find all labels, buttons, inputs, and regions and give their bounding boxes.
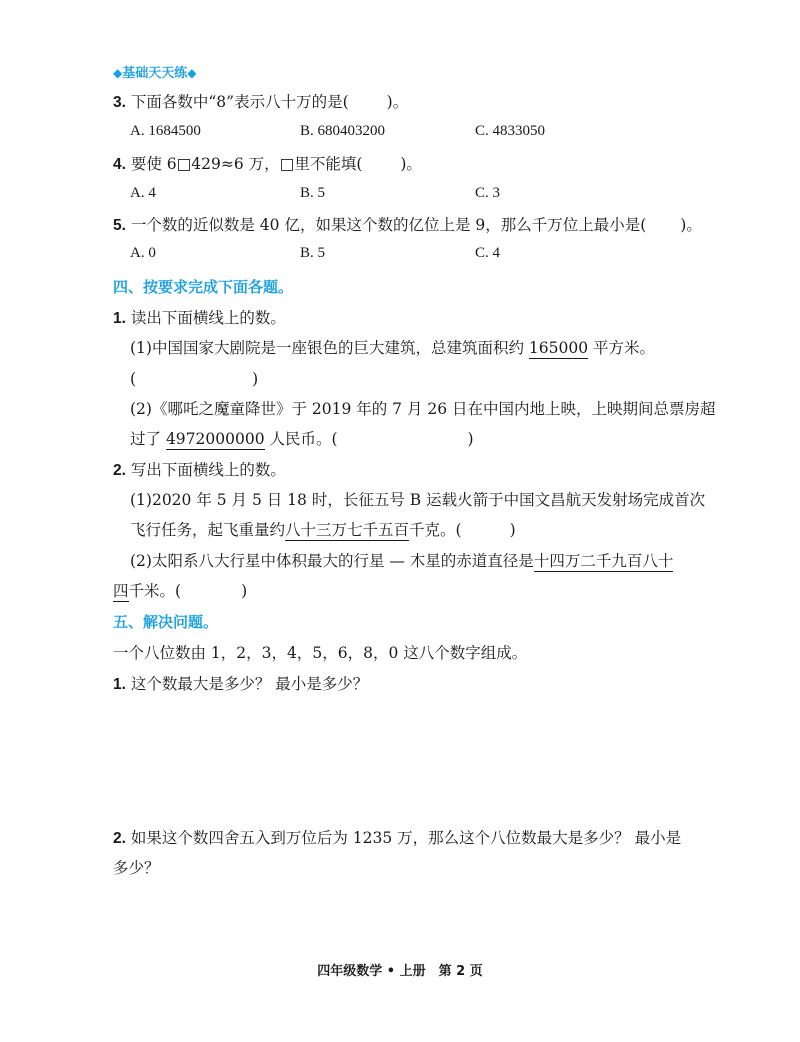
question-text: 要使 6□429≈6 万，□里不能填( bbox=[130, 155, 363, 173]
question-text: 写出下面横线上的数。 bbox=[130, 461, 286, 479]
underlined-number: 八十三万七千五百 bbox=[285, 521, 410, 539]
question-number: 1. bbox=[113, 310, 126, 327]
solve-2-line2: 多少？ bbox=[113, 859, 160, 877]
underlined-number: 165000 bbox=[528, 339, 589, 357]
answer-area-2[interactable] bbox=[113, 885, 693, 945]
problem-1 bbox=[113, 307, 286, 330]
problem-2a-line1: (1)2020 年 5 月 5 日 18 时，长征五号 B 运载火箭于中国文昌航天发射场完成首次 bbox=[130, 491, 706, 509]
problem-2 bbox=[113, 459, 286, 482]
underlined-number: 十四万二千九百八十 bbox=[533, 552, 674, 570]
problem-text: 飞行任务，起飞重量约 bbox=[130, 521, 286, 539]
problem-1b-line1: (2)《哪吒之魔童降世》于 2019 年的 7 月 26 日在中国内地上映，上映期间总票房超 bbox=[130, 400, 716, 418]
paren: ) bbox=[509, 521, 516, 539]
question-number: 4. bbox=[113, 156, 126, 173]
option-b[interactable]: B. 680403200 bbox=[300, 123, 386, 139]
problem-2a-line2 bbox=[130, 519, 516, 541]
option-a[interactable]: A. 4 bbox=[130, 185, 156, 201]
underlined-number: 四 bbox=[113, 582, 129, 600]
paren: ) bbox=[241, 582, 248, 600]
question-end: )。 bbox=[386, 93, 409, 111]
problem-1a bbox=[130, 337, 655, 359]
paren: ) bbox=[467, 430, 474, 448]
problem-text: 千克。( bbox=[409, 521, 462, 539]
question-text: 下面各数中“8”表示八十万的是( bbox=[130, 93, 349, 111]
option-a[interactable]: A. 1684500 bbox=[130, 123, 201, 139]
question-text: 读出下面横线上的数。 bbox=[130, 309, 286, 327]
question-number: 2. bbox=[113, 462, 126, 479]
diamond-icon: ◆ bbox=[113, 66, 123, 80]
question-text: 如果这个数四舍五入到万位后为 1235 万，那么这个八位数最大是多少？ 最小是 bbox=[130, 829, 682, 847]
answer-area-1[interactable] bbox=[113, 700, 693, 810]
paren: ( bbox=[130, 370, 137, 388]
paren: ) bbox=[252, 370, 259, 388]
question-end: )。 bbox=[680, 216, 702, 234]
problem-text: 过了 bbox=[130, 430, 166, 448]
page-footer: 四年级数学 • 上册 第 2 页 bbox=[317, 964, 483, 979]
question-number: 3. bbox=[113, 94, 126, 111]
option-b[interactable]: B. 5 bbox=[300, 245, 326, 261]
solve-2 bbox=[113, 827, 681, 850]
option-c[interactable]: C. 4833050 bbox=[475, 123, 546, 139]
problem-1b-line2 bbox=[130, 428, 474, 450]
solve-1 bbox=[113, 673, 368, 696]
problem-intro: 一个八位数由 1，2，3，4，5，6，8，0 这八个数字组成。 bbox=[113, 644, 528, 662]
option-c[interactable]: C. 4 bbox=[475, 245, 501, 261]
question-number: 2. bbox=[113, 830, 126, 847]
question-5 bbox=[113, 214, 702, 237]
section-tag bbox=[113, 61, 196, 85]
underlined-number: 4972000000 bbox=[165, 430, 265, 448]
problem-text: (2)太阳系八大行星中体积最大的行星 — 木星的赤道直径是 bbox=[130, 552, 534, 570]
section-tag-label: 基础天天练 bbox=[122, 66, 188, 81]
answer-1a[interactable] bbox=[130, 368, 258, 390]
problem-text: 平方米。 bbox=[588, 339, 655, 357]
problem-text: 人民币。( bbox=[264, 430, 338, 448]
section-4-title: 四、按要求完成下面各题。 bbox=[113, 278, 294, 296]
problem-2b-line2 bbox=[113, 580, 247, 602]
question-text: 一个数的近似数是 40 亿，如果这个数的亿位上是 9，那么千万位上最小是( bbox=[130, 216, 647, 234]
problem-text: (1)中国国家大剧院是一座银色的巨大建筑，总建筑面积约 bbox=[130, 339, 529, 357]
problem-text: 千米。( bbox=[128, 582, 182, 600]
question-number: 5. bbox=[113, 217, 126, 234]
question-3 bbox=[113, 91, 408, 114]
option-c[interactable]: C. 3 bbox=[475, 185, 501, 201]
problem-2b-line1 bbox=[130, 550, 673, 572]
diamond-icon: ◆ bbox=[187, 66, 197, 80]
question-4 bbox=[113, 153, 422, 176]
option-b[interactable]: B. 5 bbox=[300, 185, 326, 201]
question-end: )。 bbox=[400, 155, 422, 173]
section-5-title: 五、解决问题。 bbox=[113, 613, 219, 631]
question-number: 1. bbox=[113, 676, 126, 693]
option-a[interactable]: A. 0 bbox=[130, 245, 156, 261]
question-text: 这个数最大是多少？ 最小是多少？ bbox=[130, 675, 369, 693]
